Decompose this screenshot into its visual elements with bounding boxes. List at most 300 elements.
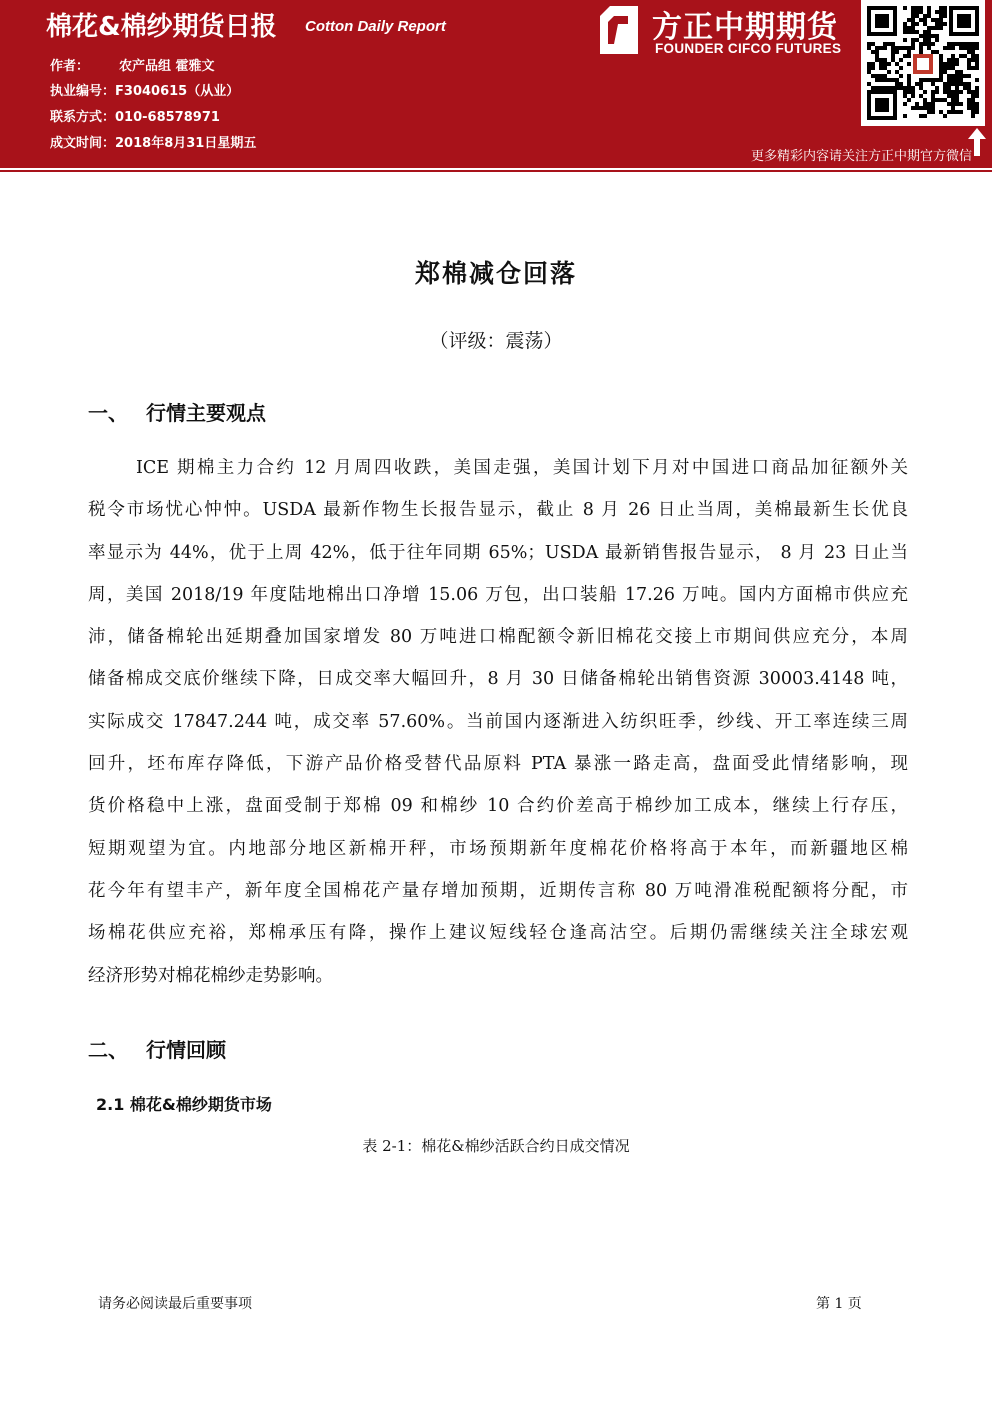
qr-module: [967, 66, 971, 70]
arrow-up-icon: [968, 128, 986, 156]
qr-module: [915, 30, 919, 34]
footer-notice: 请务必阅读最后重要事项: [98, 1296, 252, 1312]
date-row: [50, 132, 256, 151]
qr-module: [927, 78, 931, 82]
qr-module: [919, 82, 923, 86]
qr-module: [959, 78, 963, 82]
qr-module: [947, 74, 951, 78]
qr-module: [939, 6, 943, 10]
qr-module: [967, 46, 971, 50]
qr-module: [939, 74, 943, 78]
author-value: 农产品组 霍雅文: [119, 59, 215, 74]
qr-module: [947, 46, 951, 50]
qr-module: [891, 78, 895, 82]
qr-module: [899, 74, 903, 78]
body-paragraph: [88, 447, 908, 997]
qr-module: [975, 78, 979, 82]
qr-module: [935, 98, 939, 102]
paragraph-line: 沛，储备棉轮出延期叠加国家增发 80 万吨进口棉配额令新旧棉花交接上市期间供应充分，本周: [88, 627, 908, 648]
section-number: 一、: [88, 401, 128, 425]
qr-module: [975, 42, 979, 46]
qr-module: [923, 102, 927, 106]
qr-module: [971, 46, 975, 50]
qr-code-icon: [867, 6, 979, 120]
qr-module: [951, 54, 955, 58]
qr-module: [947, 78, 951, 82]
qr-module: [883, 58, 887, 62]
qr-module: [923, 38, 927, 42]
qr-module: [927, 10, 931, 14]
qr-module: [975, 90, 979, 94]
license-row: [50, 80, 239, 99]
qr-module: [975, 66, 979, 70]
qr-module: [871, 42, 875, 46]
qr-module: [867, 66, 871, 70]
qr-module: [907, 62, 911, 66]
qr-module: [955, 86, 959, 90]
follow-wechat-text: 更多精彩内容请关注方正中期官方微信: [750, 149, 972, 164]
qr-module: [927, 110, 931, 114]
qr-module: [923, 22, 927, 26]
qr-module: [943, 46, 947, 50]
license-value: F3040615（从业）: [115, 84, 240, 99]
qr-module: [967, 58, 971, 62]
qr-module: [947, 110, 951, 114]
qr-module: [923, 106, 927, 110]
qr-module: [951, 94, 955, 98]
paragraph-line: 回升，坯布库存降低，下游产品价格受替代品原料 PTA 暴涨一路走高，盘面受此情绪影响，现: [88, 754, 908, 775]
paragraph-line: 储备棉成交底价继续下降，日成交率大幅回升，8 月 30 日储备棉轮出销售资源 30003.4148 吨，: [88, 669, 908, 690]
qr-module: [899, 58, 903, 62]
qr-module: [919, 106, 923, 110]
qr-module: [903, 54, 907, 58]
qr-module: [887, 86, 891, 90]
qr-module: [899, 66, 903, 70]
qr-module: [971, 58, 975, 62]
qr-module: [967, 82, 971, 86]
qr-module: [919, 10, 923, 14]
qr-module: [955, 82, 959, 86]
qr-module: [951, 98, 955, 102]
qr-module: [867, 82, 871, 86]
qr-module: [875, 58, 879, 62]
qr-module: [935, 34, 939, 38]
qr-module: [943, 62, 947, 66]
qr-module: [931, 98, 935, 102]
qr-module: [903, 102, 907, 106]
qr-module: [903, 90, 907, 94]
qr-module: [935, 50, 939, 54]
qr-module: [883, 42, 887, 46]
qr-module: [975, 62, 979, 66]
qr-module: [923, 90, 927, 94]
qr-module: [923, 98, 927, 102]
qr-module: [939, 54, 943, 58]
paragraph-line: 率显示为 44%，优于上周 42%，低于往年同期 65%；USDA 最新销售报告显示， 8 月 23 日止当: [88, 542, 908, 563]
qr-module: [975, 106, 979, 110]
qr-module: [947, 90, 951, 94]
qr-module: [951, 106, 955, 110]
qr-module: [923, 18, 927, 22]
qr-module: [907, 86, 911, 90]
qr-module: [907, 78, 911, 82]
qr-module: [939, 18, 943, 22]
author-row: [50, 55, 215, 74]
qr-module: [975, 102, 979, 106]
qr-module: [911, 26, 915, 30]
qr-module: [931, 106, 935, 110]
qr-module: [887, 70, 891, 74]
qr-module: [967, 106, 971, 110]
qr-module: [955, 42, 959, 46]
qr-module: [927, 26, 931, 30]
qr-module: [911, 10, 915, 14]
qr-module: [943, 14, 947, 18]
table-caption: 表 2-1：棉花&棉纱活跃合约日成交情况: [362, 1137, 630, 1155]
qr-module: [871, 66, 875, 70]
qr-module: [967, 42, 971, 46]
qr-module: [931, 82, 935, 86]
qr-module: [903, 22, 907, 26]
qr-module: [927, 14, 931, 18]
qr-module: [943, 22, 947, 26]
qr-module: [939, 66, 943, 70]
qr-module: [939, 62, 943, 66]
qr-module: [967, 74, 971, 78]
qr-module: [883, 78, 887, 82]
header-divider: [0, 165, 992, 168]
paragraph-line: 场棉花供应充裕，郑棉承压有降，操作上建议短线轻仓逢高沽空。后期仍需继续关注全球宏观: [88, 923, 908, 944]
document-title: 郑棉减仓回落: [414, 259, 577, 288]
qr-module: [927, 106, 931, 110]
qr-module: [971, 114, 975, 118]
qr-module: [947, 94, 951, 98]
qr-module: [911, 86, 915, 90]
document-rating: （评级：震荡）: [429, 330, 563, 352]
qr-module: [915, 10, 919, 14]
qr-module: [927, 30, 931, 34]
qr-module: [911, 18, 915, 22]
qr-module: [959, 102, 963, 106]
qr-module: [975, 110, 979, 114]
qr-module: [951, 74, 955, 78]
qr-module: [975, 58, 979, 62]
paragraph-line: 经济形势对棉花棉纱走势影响。: [88, 965, 333, 986]
qr-module: [923, 114, 927, 118]
qr-module: [927, 42, 931, 46]
qr-module: [871, 50, 875, 54]
qr-module: [971, 54, 975, 58]
qr-module: [915, 38, 919, 42]
qr-module: [971, 110, 975, 114]
qr-module: [971, 42, 975, 46]
qr-module: [951, 62, 955, 66]
qr-module: [879, 74, 883, 78]
qr-module: [927, 46, 931, 50]
qr-module: [911, 46, 915, 50]
qr-module: [939, 70, 943, 74]
qr-module: [919, 86, 923, 90]
qr-module: [951, 42, 955, 46]
qr-module: [931, 42, 935, 46]
qr-module: [919, 6, 923, 10]
qr-module: [923, 78, 927, 82]
qr-module: [971, 66, 975, 70]
qr-module: [919, 114, 923, 118]
paragraph-line: 短期观望为宜。内地部分地区新棉开秤，市场预期新年度棉花价格将高于本年，而新疆地区棉: [88, 838, 908, 859]
qr-module: [903, 6, 907, 10]
qr-module: [871, 86, 875, 90]
qr-module: [939, 98, 943, 102]
qr-module: [911, 38, 915, 42]
qr-module: [907, 54, 911, 58]
qr-module: [971, 102, 975, 106]
page-number: 第 1 页: [816, 1296, 862, 1312]
qr-module: [895, 62, 899, 66]
qr-module: [931, 94, 935, 98]
qr-module: [955, 70, 959, 74]
qr-module: [907, 26, 911, 30]
paragraph-line: 货价格稳中上涨，盘面受制于郑棉 09 和棉纱 10 合约价差高于棉纱加工成本，继续上行存压，: [88, 796, 908, 817]
qr-module: [915, 102, 919, 106]
qr-module: [867, 70, 871, 74]
qr-module: [919, 18, 923, 22]
qr-module: [879, 66, 883, 70]
qr-module: [871, 62, 875, 66]
qr-module: [923, 42, 927, 46]
subsection-heading: 2.1 棉花&棉纱期货市场: [96, 1095, 272, 1114]
qr-module: [947, 66, 951, 70]
qr-module: [887, 42, 891, 46]
qr-module: [947, 86, 951, 90]
qr-module: [959, 74, 963, 78]
qr-module: [883, 62, 887, 66]
qr-module: [915, 14, 919, 18]
qr-module: [867, 42, 871, 46]
qr-module: [879, 58, 883, 62]
qr-module: [935, 90, 939, 94]
qr-module: [911, 30, 915, 34]
qr-module: [955, 110, 959, 114]
qr-module: [899, 82, 903, 86]
qr-module: [943, 90, 947, 94]
qr-module: [875, 50, 879, 54]
qr-module: [955, 102, 959, 106]
qr-module: [903, 38, 907, 42]
qr-module: [911, 42, 915, 46]
qr-module: [935, 10, 939, 14]
qr-module: [975, 86, 979, 90]
qr-module: [943, 86, 947, 90]
brand-name-english: FOUNDER CIFCO FUTURES: [655, 41, 842, 56]
qr-module: [959, 42, 963, 46]
qr-code: [861, 0, 985, 126]
qr-module: [959, 82, 963, 86]
qr-module: [943, 98, 947, 102]
qr-module: [963, 54, 967, 58]
qr-module: [939, 58, 943, 62]
date-label: 成文时间：: [50, 136, 116, 151]
qr-module: [895, 46, 899, 50]
qr-module: [907, 30, 911, 34]
qr-module: [955, 62, 959, 66]
qr-module: [919, 94, 923, 98]
qr-module: [955, 58, 959, 62]
qr-module: [875, 78, 879, 82]
qr-module: [971, 98, 975, 102]
qr-module: [931, 26, 935, 30]
qr-module: [951, 58, 955, 62]
qr-module: [911, 94, 915, 98]
license-label: 执业编号：: [50, 84, 116, 99]
qr-module: [947, 42, 951, 46]
qr-module: [931, 90, 935, 94]
qr-module: [923, 30, 927, 34]
qr-module: [951, 102, 955, 106]
qr-module: [967, 98, 971, 102]
qr-module: [967, 86, 971, 90]
qr-module: [891, 42, 895, 46]
qr-module: [907, 74, 911, 78]
qr-module: [943, 82, 947, 86]
qr-module: [959, 46, 963, 50]
qr-module: [931, 102, 935, 106]
qr-module: [891, 50, 895, 54]
qr-module: [931, 34, 935, 38]
header-divider-thin: [0, 170, 992, 172]
qr-module: [955, 94, 959, 98]
qr-module: [915, 106, 919, 110]
qr-module: [967, 90, 971, 94]
qr-module: [963, 46, 967, 50]
qr-module: [875, 46, 879, 50]
section-heading-1: [88, 397, 266, 426]
qr-module: [907, 90, 911, 94]
qr-module: [895, 50, 899, 54]
qr-module: [903, 26, 907, 30]
brand-name: 方正中期期货: [652, 10, 838, 45]
qr-module: [967, 102, 971, 106]
qr-module: [959, 54, 963, 58]
section-number: 二、: [88, 1038, 128, 1062]
qr-module: [891, 54, 895, 58]
report-subtitle: Cotton Daily Report: [305, 18, 446, 35]
qr-module: [943, 66, 947, 70]
qr-module: [883, 74, 887, 78]
qr-module: [915, 22, 919, 26]
qr-module: [931, 50, 935, 54]
qr-module: [879, 78, 883, 82]
qr-module: [935, 78, 939, 82]
section-heading-2: [88, 1034, 226, 1063]
qr-module: [955, 98, 959, 102]
qr-module: [931, 110, 935, 114]
qr-module: [903, 114, 907, 118]
qr-module: [891, 46, 895, 50]
qr-module: [879, 62, 883, 66]
qr-module: [883, 46, 887, 50]
qr-module: [875, 54, 879, 58]
qr-module: [939, 78, 943, 82]
qr-module: [903, 46, 907, 50]
qr-module: [891, 58, 895, 62]
qr-module: [895, 78, 899, 82]
qr-module: [963, 42, 967, 46]
qr-module: [875, 86, 879, 90]
qr-module: [883, 66, 887, 70]
qr-module: [895, 70, 899, 74]
qr-module: [883, 86, 887, 90]
qr-module: [911, 14, 915, 18]
report-title: 棉花&棉纱期货日报: [46, 12, 277, 42]
qr-module: [887, 62, 891, 66]
qr-module: [875, 74, 879, 78]
qr-module: [947, 58, 951, 62]
qr-module: [915, 82, 919, 86]
qr-module: [955, 90, 959, 94]
qr-module: [927, 38, 931, 42]
qr-module: [947, 102, 951, 106]
paragraph-line: 周，美国 2018/19 年度陆地棉出口净增 15.06 万包，出口装船 17.26 万吨。国内方面棉市供应充: [88, 584, 908, 605]
qr-module: [919, 78, 923, 82]
paragraph-line: 花今年有望丰产，新年度全国棉花产量存增加预期，近期传言称 80 万吨滑准税配额将分配，市: [88, 880, 908, 901]
qr-module: [919, 46, 923, 50]
qr-module: [931, 78, 935, 82]
qr-module: [903, 86, 907, 90]
qr-module: [923, 34, 927, 38]
qr-module: [911, 22, 915, 26]
date-value: 2018年8月31日星期五: [115, 136, 257, 151]
qr-module: [951, 66, 955, 70]
qr-module: [963, 74, 967, 78]
qr-module: [919, 34, 923, 38]
qr-module: [911, 106, 915, 110]
qr-module: [963, 82, 967, 86]
qr-module: [943, 114, 947, 118]
qr-module: [939, 22, 943, 26]
qr-module: [971, 90, 975, 94]
qr-module: [867, 62, 871, 66]
qr-module: [879, 46, 883, 50]
qr-module: [887, 78, 891, 82]
qr-module: [935, 22, 939, 26]
qr-module: [891, 86, 895, 90]
qr-module: [907, 50, 911, 54]
paragraph-line: 实际成交 17847.244 吨，成交率 57.60%。当前国内逐渐进入纺织旺季，纱线、开工率连续三周: [88, 711, 908, 732]
qr-module: [971, 50, 975, 54]
qr-module: [955, 78, 959, 82]
qr-module: [907, 98, 911, 102]
qr-module: [951, 78, 955, 82]
author-label: 作者：: [50, 59, 90, 74]
qr-module: [927, 34, 931, 38]
qr-module: [935, 86, 939, 90]
paragraph-line: 税令市场忧心忡忡。USDA 最新作物生长报告显示，截止 8 月 26 日止当周，美棉最新生长优良: [88, 500, 908, 521]
qr-module: [879, 86, 883, 90]
contact-value: 010-68578971: [115, 110, 220, 125]
qr-module: [939, 14, 943, 18]
qr-module: [959, 90, 963, 94]
qr-module: [947, 82, 951, 86]
qr-module: [971, 94, 975, 98]
qr-module: [959, 70, 963, 74]
contact-label: 联系方式：: [50, 110, 116, 125]
qr-module: [871, 74, 875, 78]
qr-module: [935, 38, 939, 42]
qr-module: [919, 50, 923, 54]
qr-module: [931, 18, 935, 22]
qr-module: [939, 26, 943, 30]
